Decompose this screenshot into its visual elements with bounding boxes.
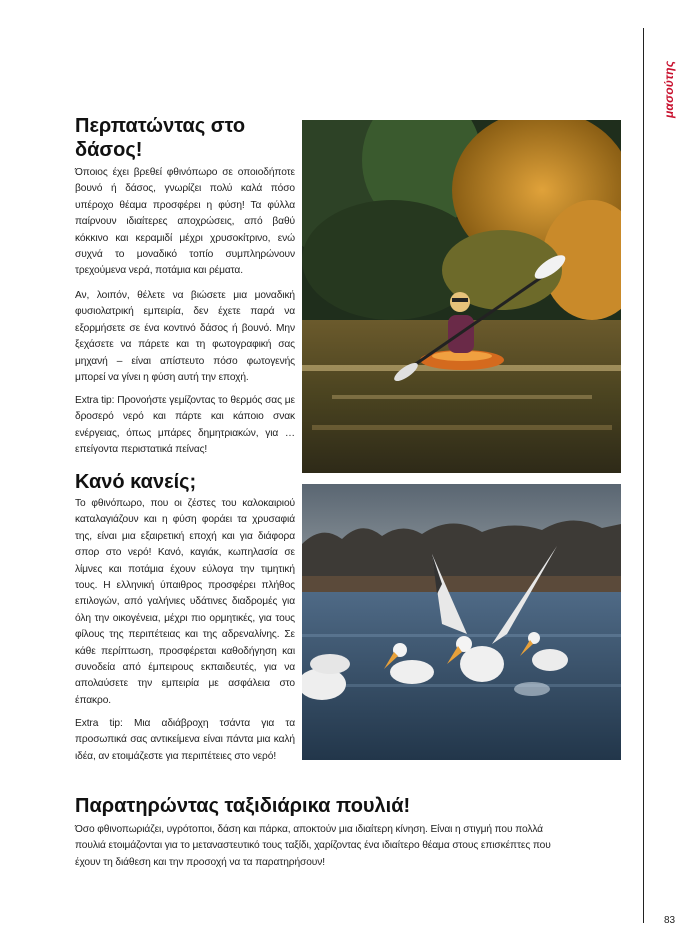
kayak-photo — [302, 120, 621, 473]
birds-paragraph-1: Όσο φθινοπωριάζει, υγρότοποι, δάση και πάρκα, αποκτούν μια ιδιαίτερη κίνηση. Είναι η στιγμή που πολλά πουλιά ετοιμάζονται για το μεταναστευτικό τους ταξίδι, χαρίζοντας ένα ιδιαίτερο θέαμα στους επισκέπτες που έχουν τη διάθεση και την προσοχή να τα παρατηρήσουν! — [75, 824, 551, 868]
side-rule — [643, 28, 644, 923]
forest-paragraph-1: Όποιος έχει βρεθεί φθινόπωρο σε οποιοδήποτε βουνό ή δάσος, γνωρίζει πολύ καλά πόσο υπέροχο θέαμα προσφέρει η φύση! Τα φύλλα παίρνουν ιδιαίτερες αποχρώσεις, από βαθύ κόκκινο και κεραμιδί μέχρι χρυσοκίτρινο, ενώ συχνά το μοναδικό τοπίο συμπληρώνουν τρεχούμενα νερά, ποτάμια και ρέματα. — [75, 167, 295, 277]
pelicans-photo — [302, 484, 621, 760]
section-title-birds: Παρατηρώντας ταξιδιάρικα πουλιά! — [75, 795, 411, 817]
canoe-paragraph-2: Extra tip: Μια αδιάβροχη τσάντα για τα προσωπικά σας αντικείμενα είναι πάντα μια καλή ιδέα, αν ετοιμάζεστε για περιπέτειες στο νερό! — [75, 718, 295, 762]
forest-paragraph-3: Extra tip: Προνοήστε γεμίζοντας το θερμός σας με δροσερό νερό και πάρτε και κάποιο σνακ ενέργειας, όπως μπάρες δημητριακών, για …επείγοντα περιστατικά πείνας! — [75, 395, 295, 456]
page-number: 83 — [664, 915, 676, 926]
canoe-paragraph-1: Το φθινόπωρο, που οι ζέστες του καλοκαιριού καταλαγιάζουν και η φύση φοράει τα χρυσαφιά της, είναι μια εξαιρετική εποχή και για διάφορα σπορ στο νερό! Κανό, καγιάκ, κωπηλασία σε λίμνες και ποτάμια έχουν εύλογα την τιμητική τους. Η ελληνική ύπαιθρος προσφέρει πλήθος επιλογών, από γαλήνιες υδάτινες διαδρομές για όλη την οικογένεια, μέχρι πιο ορμητικές, για τους φίλους της περιπέτειας και της αδρεναλίνης. Σε κάθε περίπτωση, προσφέρεται καθοδήγηση και συνοδεία από έμπειρους εκπαιδευτές, για να απολαύσετε την εμπειρία με ασφάλεια στο έπακρο. — [75, 498, 295, 706]
section-title-forest: Περπατώντας στο δάσος! — [75, 115, 246, 161]
brand-logo: μασούτης — [662, 60, 676, 118]
section-title-canoe: Κανό κανείς; — [75, 471, 197, 493]
forest-paragraph-2: Αν, λοιπόν, θέλετε να βιώσετε μια μοναδική φυσιολατρική εμπειρία, δεν έχετε παρά να εξορμήσετε σε ένα κοντινό δάσος ή βουνό. Μην ξεχάσετε να πάρετε και τη φωτογραφική σας μηχανή – είναι απίστευτο πόσο φωτογενής μπορεί να γίνει η φύση αυτή την εποχή. — [75, 290, 295, 384]
